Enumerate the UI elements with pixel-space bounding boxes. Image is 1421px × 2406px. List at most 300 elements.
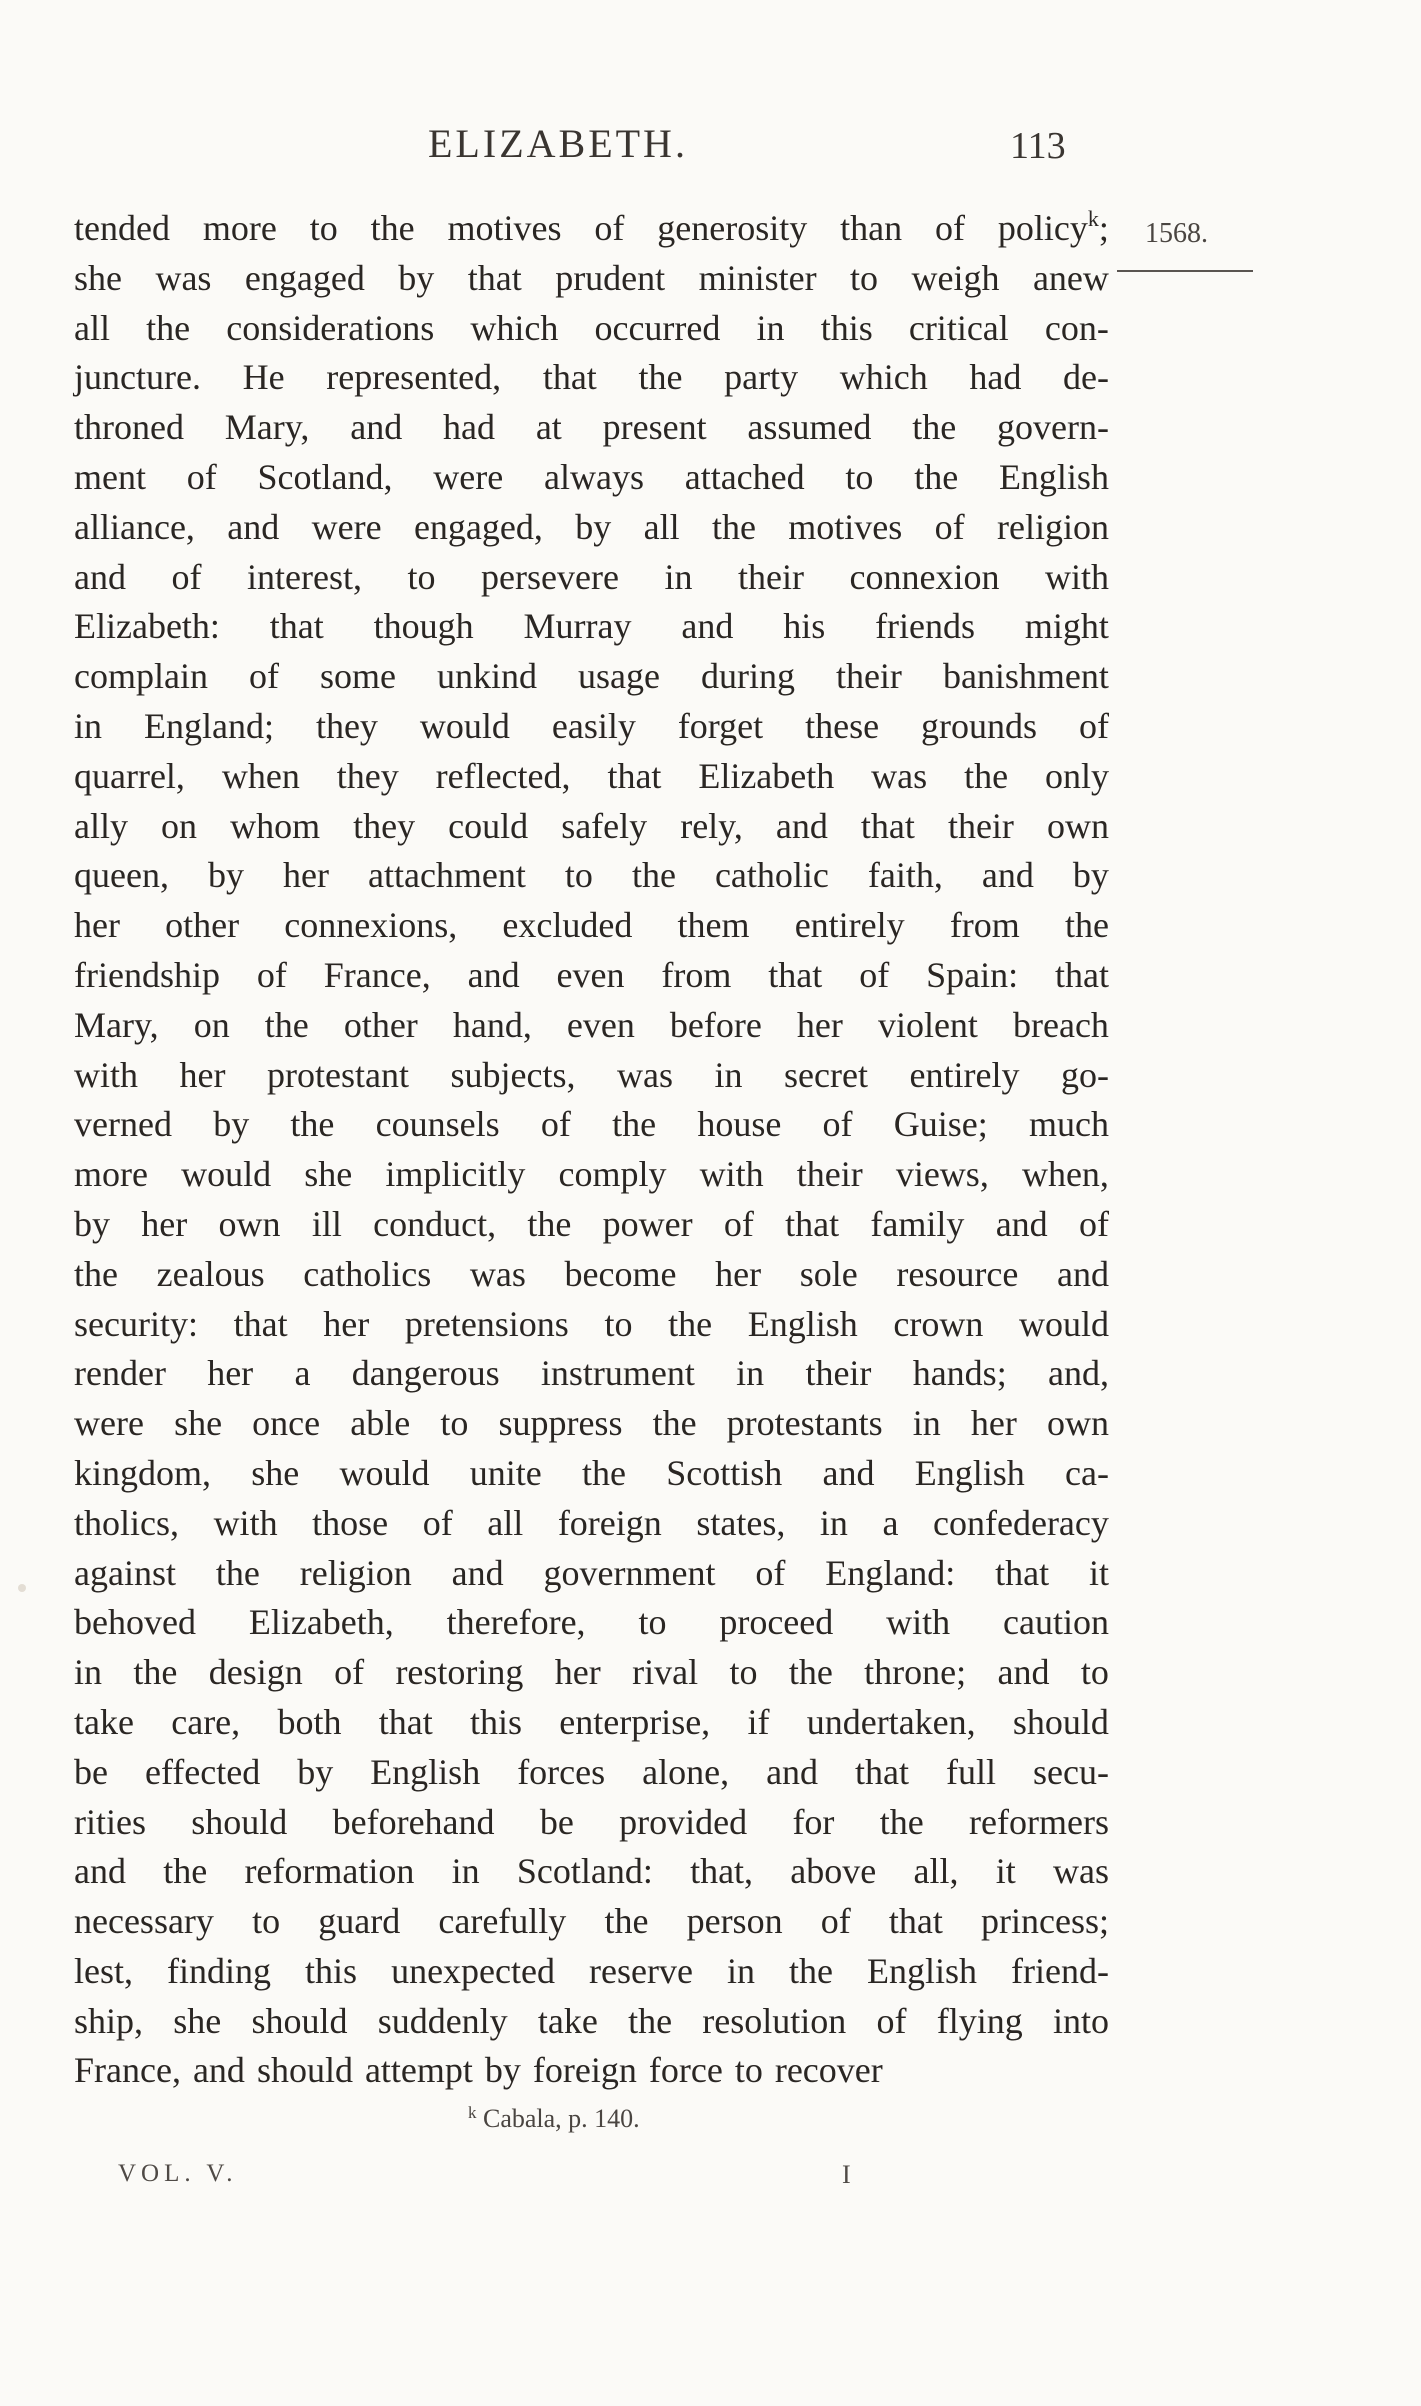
- word: their: [737, 556, 804, 597]
- word: should: [251, 2000, 348, 2041]
- word: beforehand: [332, 1801, 495, 1842]
- punctuation: ;: [1098, 208, 1109, 248]
- word: the: [628, 2000, 673, 2041]
- word: her: [141, 1203, 188, 1244]
- word: to: [407, 556, 436, 597]
- body-text: [74, 204, 1109, 2096]
- word: family: [870, 1203, 965, 1244]
- word: their: [805, 1353, 872, 1394]
- word: during: [700, 656, 795, 697]
- word: this: [820, 307, 873, 348]
- word: crown: [893, 1303, 984, 1344]
- word: his: [783, 606, 826, 647]
- word: restoring: [395, 1652, 524, 1693]
- word: secret: [784, 1054, 868, 1095]
- word: to: [734, 2050, 763, 2091]
- word: and: [350, 407, 403, 448]
- word: take: [537, 2000, 598, 2041]
- word: to: [1080, 1652, 1109, 1693]
- word: catholics: [303, 1253, 432, 1294]
- footnote-reference: k: [1087, 206, 1099, 231]
- text-line: [74, 1001, 1109, 1051]
- word: English: [866, 1950, 977, 1991]
- word: her: [323, 1303, 370, 1344]
- word: France,: [74, 2050, 181, 2091]
- text-line: [74, 1897, 1109, 1947]
- text-line: [74, 851, 1109, 901]
- word: was: [1052, 1851, 1109, 1892]
- word: of: [859, 954, 890, 995]
- word: take: [74, 1701, 134, 1742]
- word: throne;: [864, 1652, 967, 1693]
- word: and: [467, 954, 520, 995]
- word: were: [433, 456, 504, 497]
- word: provided: [619, 1801, 748, 1842]
- word: when: [221, 755, 300, 796]
- word: all: [643, 506, 680, 547]
- word: attempt: [364, 2050, 473, 2091]
- word: to: [604, 1303, 633, 1344]
- word: more: [74, 1154, 148, 1195]
- word: hands;: [912, 1353, 1007, 1394]
- word: of: [935, 208, 966, 248]
- word: critical: [908, 307, 1009, 348]
- word: the: [631, 855, 676, 896]
- word: de-: [1063, 357, 1109, 398]
- word: therefore,: [446, 1602, 586, 1643]
- text-line: [74, 1648, 1109, 1698]
- word: by: [575, 506, 612, 547]
- word: their: [835, 656, 902, 697]
- word: own: [1046, 1403, 1109, 1444]
- word: those: [312, 1502, 389, 1543]
- word: of: [755, 1552, 786, 1593]
- word: the: [604, 1901, 649, 1942]
- word: verned: [74, 1104, 172, 1145]
- text-line: [74, 752, 1109, 802]
- word: her: [207, 1353, 254, 1394]
- word: reformers: [969, 1801, 1109, 1842]
- text-line: [74, 1100, 1109, 1150]
- text-line: [74, 304, 1109, 354]
- word: con-: [1044, 307, 1109, 348]
- word: kingdom,: [74, 1452, 212, 1493]
- word: assumed: [747, 407, 872, 448]
- footnote-mark: k: [468, 2103, 477, 2122]
- word: confederacy: [933, 1502, 1109, 1543]
- word: that: [378, 1701, 433, 1742]
- word: protestant: [267, 1054, 409, 1095]
- word: they: [315, 705, 378, 746]
- word: both: [277, 1701, 342, 1742]
- word: considerations: [226, 307, 435, 348]
- word: in: [726, 1950, 755, 1991]
- word: was: [469, 1253, 526, 1294]
- word: them: [677, 905, 750, 946]
- word: the: [527, 1203, 572, 1244]
- word: English: [998, 456, 1109, 497]
- word: in: [714, 1054, 743, 1095]
- word: she: [251, 1452, 300, 1493]
- word: counsels: [375, 1104, 500, 1145]
- word: He: [242, 357, 285, 398]
- word: government: [543, 1552, 716, 1593]
- word: and: [981, 855, 1034, 896]
- word: she: [174, 1403, 223, 1444]
- word: in: [74, 1652, 103, 1693]
- word: of: [876, 2000, 907, 2041]
- word: attachment: [367, 855, 526, 896]
- word: necessary: [74, 1901, 214, 1942]
- word: protestants: [726, 1403, 883, 1444]
- word: always: [543, 456, 644, 497]
- word: represented,: [326, 357, 502, 398]
- word: of: [256, 954, 287, 995]
- word: states,: [696, 1502, 786, 1543]
- word: own: [1046, 805, 1109, 846]
- word: that: [269, 606, 324, 647]
- word: once: [252, 1403, 321, 1444]
- word: of: [171, 556, 202, 597]
- word: with: [699, 1154, 764, 1195]
- word: to: [729, 1652, 758, 1693]
- word: enterprise,: [559, 1701, 711, 1742]
- word: were: [311, 506, 382, 547]
- word: even: [556, 954, 625, 995]
- word: dangerous: [351, 1353, 500, 1394]
- text-line: [74, 1549, 1109, 1599]
- word: Spain:: [926, 954, 1019, 995]
- word: minister: [698, 257, 817, 298]
- word: her: [796, 1004, 843, 1045]
- word: and: [227, 506, 280, 547]
- word: suppress: [498, 1403, 623, 1444]
- word: of: [723, 1203, 754, 1244]
- word: behoved: [74, 1602, 196, 1643]
- word: English: [914, 1452, 1025, 1493]
- margin-rule: [1117, 270, 1253, 272]
- word: grounds: [921, 705, 1038, 746]
- word: undertaken,: [806, 1701, 976, 1742]
- word: even: [566, 1004, 635, 1045]
- word: Guise;: [893, 1104, 988, 1145]
- word: present: [602, 407, 707, 448]
- signature-letter: I: [842, 2160, 851, 2189]
- word: in: [74, 705, 103, 746]
- word: was: [617, 1054, 673, 1095]
- word: foreign: [532, 2050, 637, 2091]
- word: than: [840, 208, 903, 248]
- word: against: [74, 1552, 176, 1593]
- word: party: [724, 357, 799, 398]
- word: only: [1044, 755, 1109, 796]
- word: that: [785, 1203, 840, 1244]
- word: her: [554, 1652, 601, 1693]
- text-line: [74, 254, 1109, 304]
- word: by: [207, 855, 244, 896]
- word: were: [74, 1403, 144, 1444]
- word: and: [74, 1851, 126, 1892]
- word: persevere: [481, 556, 619, 597]
- word: for: [792, 1801, 835, 1842]
- word: of: [594, 208, 625, 248]
- word: to: [638, 1602, 667, 1643]
- text-line: [74, 1200, 1109, 1250]
- word: in: [819, 1502, 848, 1543]
- word: had: [969, 357, 1022, 398]
- word: of: [540, 1104, 571, 1145]
- word: friends: [875, 606, 976, 647]
- word: England:: [825, 1552, 956, 1593]
- text-line: [74, 503, 1109, 553]
- word: that: [768, 954, 823, 995]
- text-line: [74, 1947, 1109, 1997]
- word: and: [74, 556, 126, 597]
- word: house: [697, 1104, 782, 1145]
- word: and: [1056, 1253, 1109, 1294]
- word: comply: [558, 1154, 667, 1195]
- word: would: [339, 1452, 430, 1493]
- word: the: [879, 1801, 924, 1842]
- text-line: [74, 553, 1109, 603]
- word: that,: [690, 1851, 754, 1892]
- word: to: [252, 1901, 281, 1942]
- word: ill: [311, 1203, 342, 1244]
- word: with: [886, 1602, 951, 1643]
- word: by: [1072, 855, 1109, 896]
- word: should: [191, 1801, 288, 1842]
- text-line: [74, 1847, 1109, 1897]
- margin-year-note: 1568.: [1145, 218, 1208, 249]
- word: banishment: [942, 656, 1109, 697]
- word: conduct,: [373, 1203, 497, 1244]
- footnote: [468, 2104, 640, 2134]
- text-line: [74, 1798, 1109, 1848]
- word: the: [74, 1253, 118, 1294]
- word: Scotland:: [516, 1851, 653, 1892]
- word: if: [747, 1701, 770, 1742]
- word: in: [451, 1851, 480, 1892]
- word: by: [74, 1203, 110, 1244]
- text-line: [74, 1997, 1109, 2047]
- word: instrument: [540, 1353, 695, 1394]
- word: her: [970, 1403, 1017, 1444]
- word: security:: [74, 1303, 198, 1344]
- word: her: [179, 1054, 226, 1095]
- word: able: [350, 1403, 411, 1444]
- word: Elizabeth: [698, 755, 835, 796]
- word: usage: [577, 656, 660, 697]
- text-line: [74, 204, 1109, 254]
- text-line: [74, 453, 1109, 503]
- word: could: [448, 805, 529, 846]
- word: by: [398, 257, 435, 298]
- word: that: [860, 805, 915, 846]
- word: religion: [299, 1552, 412, 1593]
- text-line: [74, 901, 1109, 951]
- word: friend-: [1011, 1950, 1109, 1991]
- text-line: [74, 2046, 1109, 2096]
- word: rely,: [680, 805, 743, 846]
- word: of: [820, 1901, 851, 1942]
- word: easily: [551, 705, 636, 746]
- word: the: [215, 1552, 260, 1593]
- word: from: [949, 905, 1020, 946]
- word: the: [788, 1652, 833, 1693]
- text-line: [74, 1349, 1109, 1399]
- word: to: [564, 855, 593, 896]
- word: at: [535, 407, 562, 448]
- word: motives: [788, 506, 903, 547]
- word: generosity: [657, 208, 808, 248]
- word: to: [309, 208, 338, 248]
- word: ca-: [1065, 1452, 1109, 1493]
- word: Mary,: [74, 1004, 159, 1045]
- running-title: ELIZABETH.: [428, 121, 688, 166]
- word: connexions,: [284, 905, 458, 946]
- word: policy$^k$;: [997, 206, 1109, 248]
- word: that: [467, 257, 522, 298]
- word: before: [669, 1004, 762, 1045]
- word: by: [213, 1104, 250, 1145]
- word: in: [664, 556, 693, 597]
- word: caution: [1003, 1602, 1109, 1643]
- word: on: [161, 805, 198, 846]
- word: resource: [896, 1253, 1019, 1294]
- word: lest,: [74, 1950, 133, 1991]
- word: the: [668, 1303, 713, 1344]
- word: queen,: [74, 855, 169, 896]
- word: the: [264, 1004, 309, 1045]
- word: Elizabeth,: [248, 1602, 394, 1643]
- word: all: [487, 1502, 524, 1543]
- word: entirely: [909, 1054, 1020, 1095]
- word: govern-: [997, 407, 1109, 448]
- word: the: [612, 1104, 657, 1145]
- word: forces: [517, 1751, 606, 1792]
- word: this: [305, 1950, 358, 1991]
- word: all,: [913, 1851, 959, 1892]
- word: secu-: [1033, 1751, 1109, 1792]
- word: finding: [167, 1950, 272, 1991]
- word: with: [1044, 556, 1109, 597]
- word: hand,: [452, 1004, 532, 1045]
- word: by: [297, 1751, 334, 1792]
- word: and: [775, 805, 828, 846]
- word: above: [790, 1851, 877, 1892]
- text-line: [74, 1698, 1109, 1748]
- word: more: [202, 208, 277, 248]
- word: quarrel,: [74, 755, 185, 796]
- word: flying: [936, 2000, 1023, 2041]
- word: though: [373, 606, 474, 647]
- word: go-: [1060, 1054, 1109, 1095]
- word: safely: [561, 805, 648, 846]
- word: engaged: [244, 257, 365, 298]
- page-number: 113: [1010, 125, 1066, 167]
- word: this: [469, 1701, 522, 1742]
- word: be: [539, 1801, 574, 1842]
- word: English: [747, 1303, 858, 1344]
- word: resolution: [702, 2000, 847, 2041]
- word: Mary,: [224, 407, 310, 448]
- word: their: [947, 805, 1014, 846]
- word: views,: [895, 1154, 989, 1195]
- word: unkind: [436, 656, 537, 697]
- word: occurred: [594, 307, 721, 348]
- word: power: [602, 1203, 693, 1244]
- word: her: [283, 855, 329, 896]
- word: entirely: [794, 905, 905, 946]
- word: of: [334, 1652, 365, 1693]
- word: from: [661, 954, 732, 995]
- word: carefully: [438, 1901, 567, 1942]
- word: princess;: [981, 1901, 1109, 1942]
- word: engaged,: [413, 506, 543, 547]
- word: and: [192, 2050, 245, 2091]
- word: pretensions: [404, 1303, 569, 1344]
- word: faith,: [867, 855, 943, 896]
- word: to: [440, 1403, 469, 1444]
- word: tended: [74, 208, 170, 248]
- paper-speck: [18, 1584, 26, 1592]
- word: unexpected: [391, 1950, 555, 1991]
- word: unite: [469, 1452, 542, 1493]
- word: of: [422, 1502, 453, 1543]
- word: whom: [230, 805, 321, 846]
- word: by: [484, 2050, 521, 2091]
- volume-signature: VOL. V.: [118, 2160, 238, 2187]
- word: of: [248, 656, 279, 697]
- text-line: [74, 951, 1109, 1001]
- word: the: [788, 1950, 833, 1991]
- word: it: [1088, 1552, 1109, 1593]
- word: the: [638, 357, 683, 398]
- word: of: [1078, 1203, 1109, 1244]
- word: with: [213, 1502, 278, 1543]
- word: the: [914, 456, 959, 497]
- word: suddenly: [377, 2000, 508, 2041]
- word: Murray: [523, 606, 632, 647]
- word: Scotland,: [257, 456, 393, 497]
- text-line: [74, 602, 1109, 652]
- word: that: [855, 1751, 910, 1792]
- word: on: [193, 1004, 230, 1045]
- word: much: [1029, 1104, 1109, 1145]
- word: that: [542, 357, 597, 398]
- text-line: [74, 1250, 1109, 1300]
- word: render: [74, 1353, 166, 1394]
- footnote-text: Cabala, p. 140.: [483, 2104, 640, 2133]
- word: in: [756, 307, 785, 348]
- word: catholic: [714, 855, 829, 896]
- word: should: [1012, 1701, 1109, 1742]
- word: the: [133, 1652, 178, 1693]
- word: was: [155, 257, 212, 298]
- word: in: [912, 1403, 941, 1444]
- word: forget: [677, 705, 764, 746]
- text-line: [74, 702, 1109, 752]
- word: breach: [1013, 1004, 1109, 1045]
- word: Elizabeth:: [74, 606, 220, 647]
- word: which: [839, 357, 928, 398]
- word: other: [165, 905, 240, 946]
- word: France,: [323, 954, 431, 995]
- word: alone,: [642, 1751, 730, 1792]
- word: guard: [318, 1901, 401, 1942]
- word: to: [850, 257, 879, 298]
- word: the: [163, 1851, 208, 1892]
